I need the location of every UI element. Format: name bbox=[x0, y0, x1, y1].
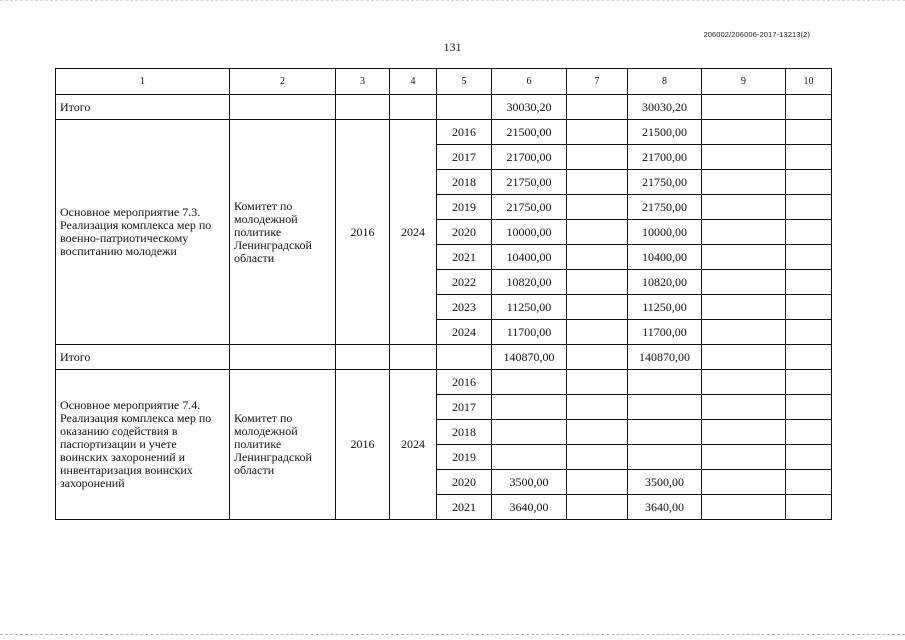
measure-description: Основное мероприятие 7.3. Реализация комплекса мер по военно-патриотическому воспитанию молодежи bbox=[56, 120, 230, 345]
total-label: Итого bbox=[56, 345, 230, 370]
total-row bbox=[56, 95, 832, 120]
budget-table bbox=[55, 68, 832, 520]
year-cell: 2021 bbox=[437, 495, 492, 520]
value-col8 bbox=[628, 445, 702, 470]
value-col8: 10820,00 bbox=[628, 270, 702, 295]
start-year: 2016 bbox=[336, 370, 390, 520]
value-col6: 21750,00 bbox=[492, 170, 567, 195]
value-col6 bbox=[492, 370, 567, 395]
value-col8: 10400,00 bbox=[628, 245, 702, 270]
year-cell: 2017 bbox=[437, 395, 492, 420]
value-col6: 10400,00 bbox=[492, 245, 567, 270]
total-col8: 30030,20 bbox=[628, 95, 702, 120]
value-col6: 11700,00 bbox=[492, 320, 567, 345]
executor: Комитет по молодежной политике Ленинградской области bbox=[230, 120, 336, 345]
header-row bbox=[56, 69, 832, 95]
value-col6: 21500,00 bbox=[492, 120, 567, 145]
value-col8: 10000,00 bbox=[628, 220, 702, 245]
column-header: 8 bbox=[628, 69, 702, 95]
total-col8: 140870,00 bbox=[628, 345, 702, 370]
column-header: 10 bbox=[786, 69, 832, 95]
end-year: 2024 bbox=[390, 120, 437, 345]
column-header: 2 bbox=[230, 69, 336, 95]
value-col6 bbox=[492, 420, 567, 445]
year-cell: 2018 bbox=[437, 420, 492, 445]
year-cell: 2019 bbox=[437, 445, 492, 470]
value-col8: 21700,00 bbox=[628, 145, 702, 170]
value-col8: 21750,00 bbox=[628, 170, 702, 195]
page-number: 131 bbox=[443, 40, 462, 54]
year-cell: 2021 bbox=[437, 245, 492, 270]
column-header: 4 bbox=[390, 69, 437, 95]
value-col6: 21700,00 bbox=[492, 145, 567, 170]
column-header: 5 bbox=[437, 69, 492, 95]
year-cell: 2024 bbox=[437, 320, 492, 345]
value-col8 bbox=[628, 370, 702, 395]
total-label: Итого bbox=[56, 95, 230, 120]
value-col8 bbox=[628, 395, 702, 420]
value-col6 bbox=[492, 395, 567, 420]
measure-description: Основное мероприятие 7.4. Реализация комплекса мер по оказанию содействия в паспортизации и учете воинских захоронений и инвентаризация воинских захоронений bbox=[56, 370, 230, 520]
document-code: 206002/206006-2017-13213(2) bbox=[703, 30, 810, 39]
value-col6: 10000,00 bbox=[492, 220, 567, 245]
column-header: 9 bbox=[702, 69, 786, 95]
year-cell: 2020 bbox=[437, 470, 492, 495]
value-col8: 21500,00 bbox=[628, 120, 702, 145]
start-year: 2016 bbox=[336, 120, 390, 345]
value-col8: 21750,00 bbox=[628, 195, 702, 220]
table-row bbox=[56, 370, 832, 395]
end-year: 2024 bbox=[390, 370, 437, 520]
scan-bottom-edge bbox=[0, 634, 905, 637]
value-col8: 3640,00 bbox=[628, 495, 702, 520]
total-col6: 140870,00 bbox=[492, 345, 567, 370]
year-cell: 2016 bbox=[437, 120, 492, 145]
table-row bbox=[56, 120, 832, 145]
value-col6: 3500,00 bbox=[492, 470, 567, 495]
year-cell: 2023 bbox=[437, 295, 492, 320]
value-col8 bbox=[628, 420, 702, 445]
value-col8: 3500,00 bbox=[628, 470, 702, 495]
column-header: 1 bbox=[56, 69, 230, 95]
year-cell: 2016 bbox=[437, 370, 492, 395]
value-col6 bbox=[492, 445, 567, 470]
total-col6: 30030,20 bbox=[492, 95, 567, 120]
year-cell: 2017 bbox=[437, 145, 492, 170]
column-header: 6 bbox=[492, 69, 567, 95]
year-cell: 2022 bbox=[437, 270, 492, 295]
scan-top-edge bbox=[0, 0, 905, 3]
year-cell: 2020 bbox=[437, 220, 492, 245]
column-header: 3 bbox=[336, 69, 390, 95]
value-col8: 11250,00 bbox=[628, 295, 702, 320]
value-col6: 21750,00 bbox=[492, 195, 567, 220]
value-col6: 10820,00 bbox=[492, 270, 567, 295]
value-col6: 11250,00 bbox=[492, 295, 567, 320]
year-cell: 2018 bbox=[437, 170, 492, 195]
year-cell: 2019 bbox=[437, 195, 492, 220]
value-col8: 11700,00 bbox=[628, 320, 702, 345]
value-col6: 3640,00 bbox=[492, 495, 567, 520]
column-header: 7 bbox=[567, 69, 628, 95]
total-row bbox=[56, 345, 832, 370]
executor: Комитет по молодежной политике Ленинградской области bbox=[230, 370, 336, 520]
